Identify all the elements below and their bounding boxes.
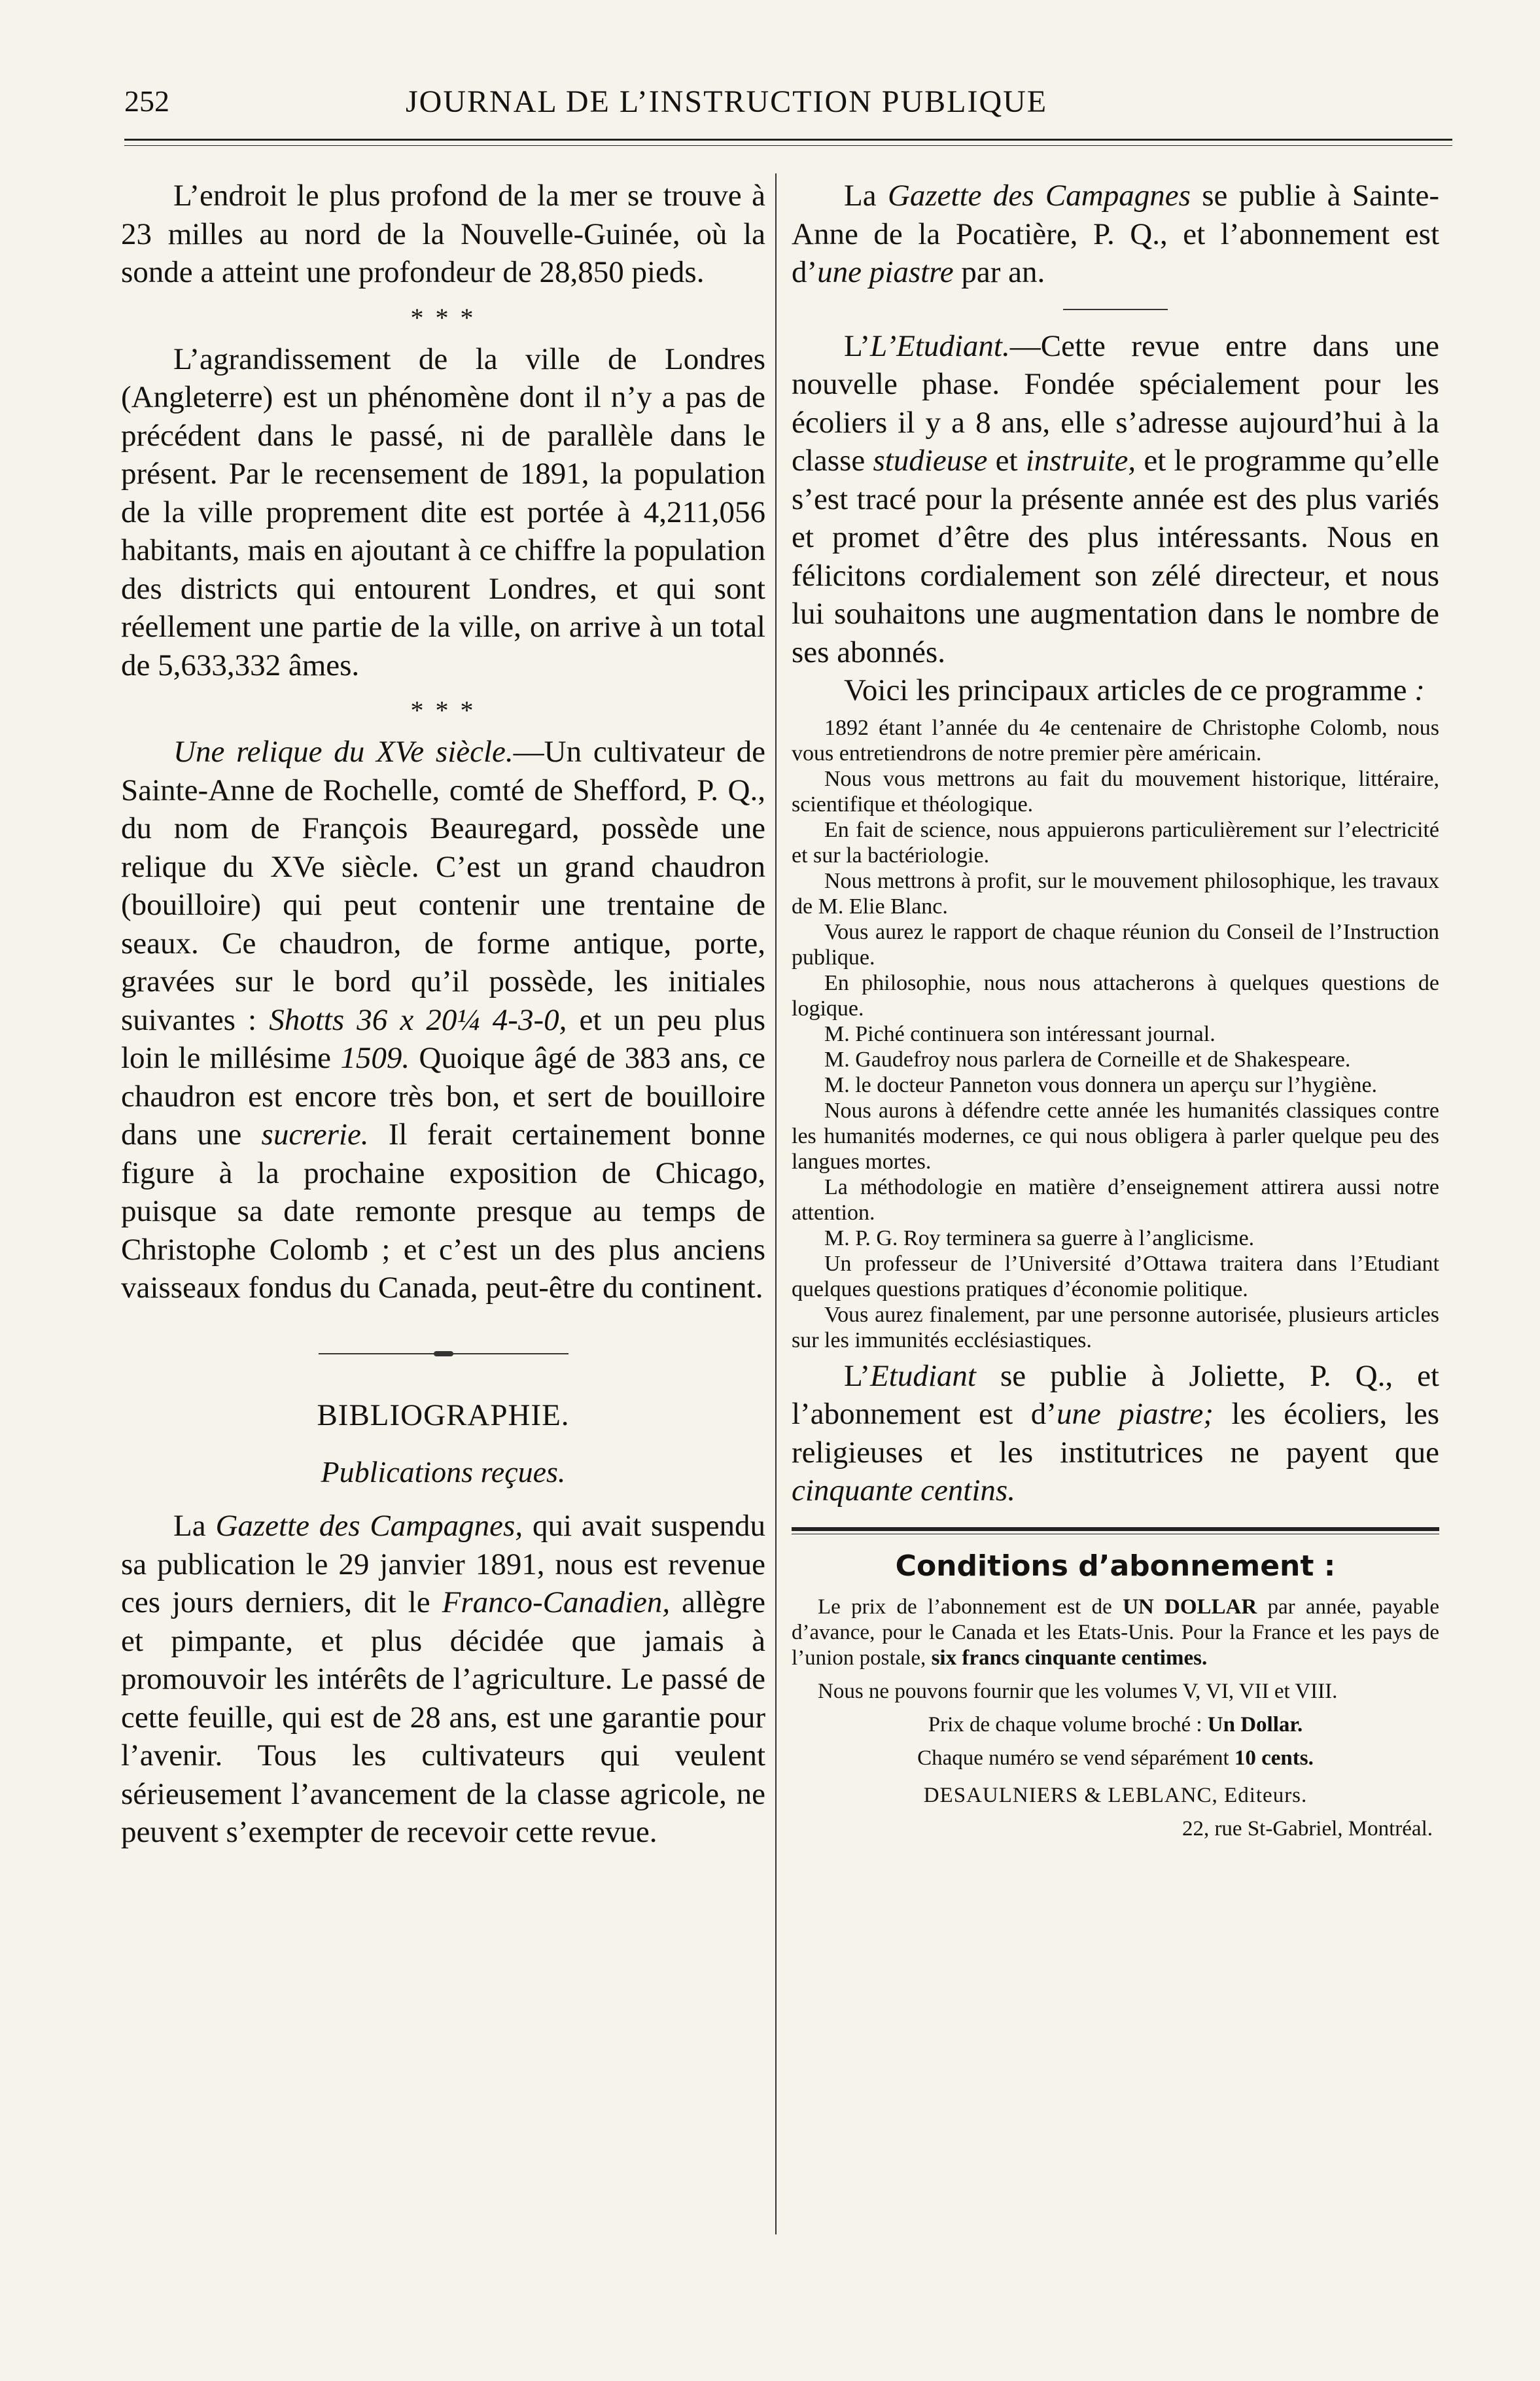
relic-year: 1509. xyxy=(340,1041,410,1075)
asterism-separator: * * * xyxy=(410,302,476,332)
relic-title: Une relique du XVe siècle. xyxy=(173,735,514,769)
london-paragraph: L’agrandissement de la ville de Londres (Angleterre) est un phénomène dont il n’y a pas de précédent dans le passé, ni de parallèle dans le présent. Par le recensement de 1891, la population de la ville proprement dite est portée à 4,211,056 habitants, mais en ajoutant à ce chiffre la population des districts qui entourent Londres, et qui sont réellement une partie de la ville, on arrive à un total de 5,633,332 âmes. xyxy=(121,342,765,682)
list-item: M. P. G. Roy terminera sa guerre à l’anglicisme. xyxy=(824,1226,1255,1250)
etudiant-paragraph: L’L’Etudiant.—Cette revue entre dans une nouvelle phase. Fondée spécialement pour les écoliers il y a 8 ans, elle s’adresse aujourd’hui à la classe studieuse et instruite, et le programme qu’elle s’est tracé pour la présente année est des plus variés et promet d’être des plus intéressants. Nous en félicitons cordialement son zélé directeur, et nous lui souhaitons une augmentation dans le nombre de ses abonnés. xyxy=(792,328,1440,669)
list-item: Vous aurez le rapport de chaque réunion du Conseil de l’Instruction publique. xyxy=(792,919,1439,970)
conditions-box xyxy=(792,1595,1439,1842)
ornamental-rule xyxy=(121,1332,765,1371)
bibliography-heading: BIBLIOGRAPHIE. xyxy=(317,1398,570,1432)
list-item: M. Piché continuera son intéressant journal. xyxy=(824,1021,1216,1046)
list-item: En fait de science, nous appuierons particulièrement sur l’electricité et sur la bactériologie. xyxy=(792,817,1439,868)
gazette-subscription-paragraph: La Gazette des Campagnes se publie à Sainte-Anne de la Pocatière, P. Q., et l’abonnement est d’une piastre par an. xyxy=(792,179,1439,289)
conditions-price: Le prix de l’abonnement est de UN DOLLAR par année, payable d’avance, pour le Canada et les Etats-Unis. Pour la France et les pays de l’union postale, six francs cinquante centimes. xyxy=(792,1595,1439,1670)
conditions-volume-price: Prix de chaque volume broché : Un Dollar. xyxy=(928,1713,1303,1737)
list-item: Nous aurons à défendre cette année les humanités classiques contre les humanités modernes, ce qui nous obligera à parler quelque peu des langues mortes. xyxy=(792,1098,1439,1174)
conditions-single-issue: Chaque numéro se vend séparément 10 cents. xyxy=(917,1746,1314,1770)
publisher-name: DESAULNIERS & LEBLANC, Editeurs. xyxy=(923,1784,1308,1807)
list-item: La méthodologie en matière d’enseignement attirera aussi notre attention. xyxy=(792,1174,1439,1225)
conditions-rule xyxy=(792,1527,1439,1531)
list-item: En philosophie, nous nous attacherons à quelques questions de logique. xyxy=(792,970,1439,1021)
list-item: Vous aurez finalement, par une personne autorisée, plusieurs articles sur les immunités ecclésiastiques. xyxy=(792,1302,1439,1352)
running-title: JOURNAL DE L’INSTRUCTION PUBLIQUE xyxy=(406,84,1048,119)
list-item: 1892 étant l’année du 4e centenaire de Christophe Colomb, nous vous entretiendrons de notre premier père américain. xyxy=(792,715,1439,766)
programme-list xyxy=(792,715,1439,1353)
header-rule-thin xyxy=(124,145,1452,146)
list-item: Nous mettrons à profit, sur le mouvement philosophique, les travaux de M. Elie Blanc. xyxy=(792,868,1439,919)
relic-initials: Shotts 36 x 20¼ 4-3-0, xyxy=(269,1002,567,1037)
column-divider xyxy=(775,173,777,2234)
page-header xyxy=(124,84,1433,143)
left-column xyxy=(121,177,765,1852)
list-item: M. Gaudefroy nous parlera de Corneille et de Shakespeare. xyxy=(824,1047,1351,1072)
conditions-volumes: Nous ne pouvons fournir que les volumes V, VI, VII et VIII. xyxy=(818,1680,1338,1703)
gazette-review-paragraph: La Gazette des Campagnes, qui avait suspendu sa publication le 29 janvier 1891, nous est revenue ces jours derniers, dit le Franco-Canadien, allègre et pimpante, et plus décidée que jamais à promouvoir les intérêts de l’agriculture. Le passé de cette feuille, qui est de 28 ans, est une garantie pour l’avenir. Tous les cultivateurs qui veulent sérieusement l’avancement de la classe agricole, ne peuvent s’exempter de recevoir cette revue. xyxy=(121,1509,765,1849)
publications-subheading: Publications reçues. xyxy=(321,1455,566,1489)
page-number: 252 xyxy=(124,84,169,118)
list-item: Nous vous mettrons au fait du mouvement historique, littéraire, scientifique et théologique. xyxy=(792,766,1439,817)
relic-paragraph: Une relique du XVe siècle.—Un cultivateur de Sainte-Anne de Rochelle, comté de Shefford, P. Q., du nom de François Beauregard, possède une relique du XVe siècle. C’est un grand chaudron (bouilloire) qui peut contenir une trentaine de seaux. Ce chaudron, de forme antique, porte, gravées sur le bord qu’il possède, les initiales suivantes : Shotts 36 x 20¼ 4-3-0, et un peu plus loin le millésime 1509. Quoique âgé de 383 ans, ce chaudron est encore très bon, et sert de bouilloire dans une sucrerie. Il ferait certainement bonne figure à la prochaine exposition de Chicago, puisque sa date remonte presque au temps de Christophe Colomb ; et c’est un des plus anciens vaisseaux fondus du Canada, peut-être du continent. xyxy=(121,735,765,1305)
conditions-title: Conditions d’abonnement : xyxy=(895,1549,1336,1583)
right-column xyxy=(792,177,1439,1850)
asterism-separator: * * * xyxy=(410,696,476,725)
list-item: Un professeur de l’Université d’Ottawa traitera dans l’Etudiant quelques questions pratiques d’économie politique. xyxy=(792,1251,1439,1301)
etudiant-subscription-paragraph: L’Etudiant se publie à Joliette, P. Q., et l’abonnement est d’une piastre; les écoliers, les religieuses et les institutrices ne payent que cinquante centins. xyxy=(792,1358,1440,1508)
ocean-depth-paragraph: L’endroit le plus profond de la mer se trouve à 23 milles au nord de la Nouvelle-Guinée, où la sonde a atteint une profondeur de 28,850 pieds. xyxy=(121,179,765,289)
articles-intro: Voici les principaux articles de ce programme : xyxy=(844,673,1425,707)
list-item: M. le docteur Panneton vous donnera un aperçu sur l’hygiène. xyxy=(824,1072,1378,1097)
short-rule xyxy=(1063,309,1168,310)
publisher-address: 22, rue St-Gabriel, Montréal. xyxy=(1181,1817,1433,1841)
header-rule xyxy=(124,139,1452,141)
